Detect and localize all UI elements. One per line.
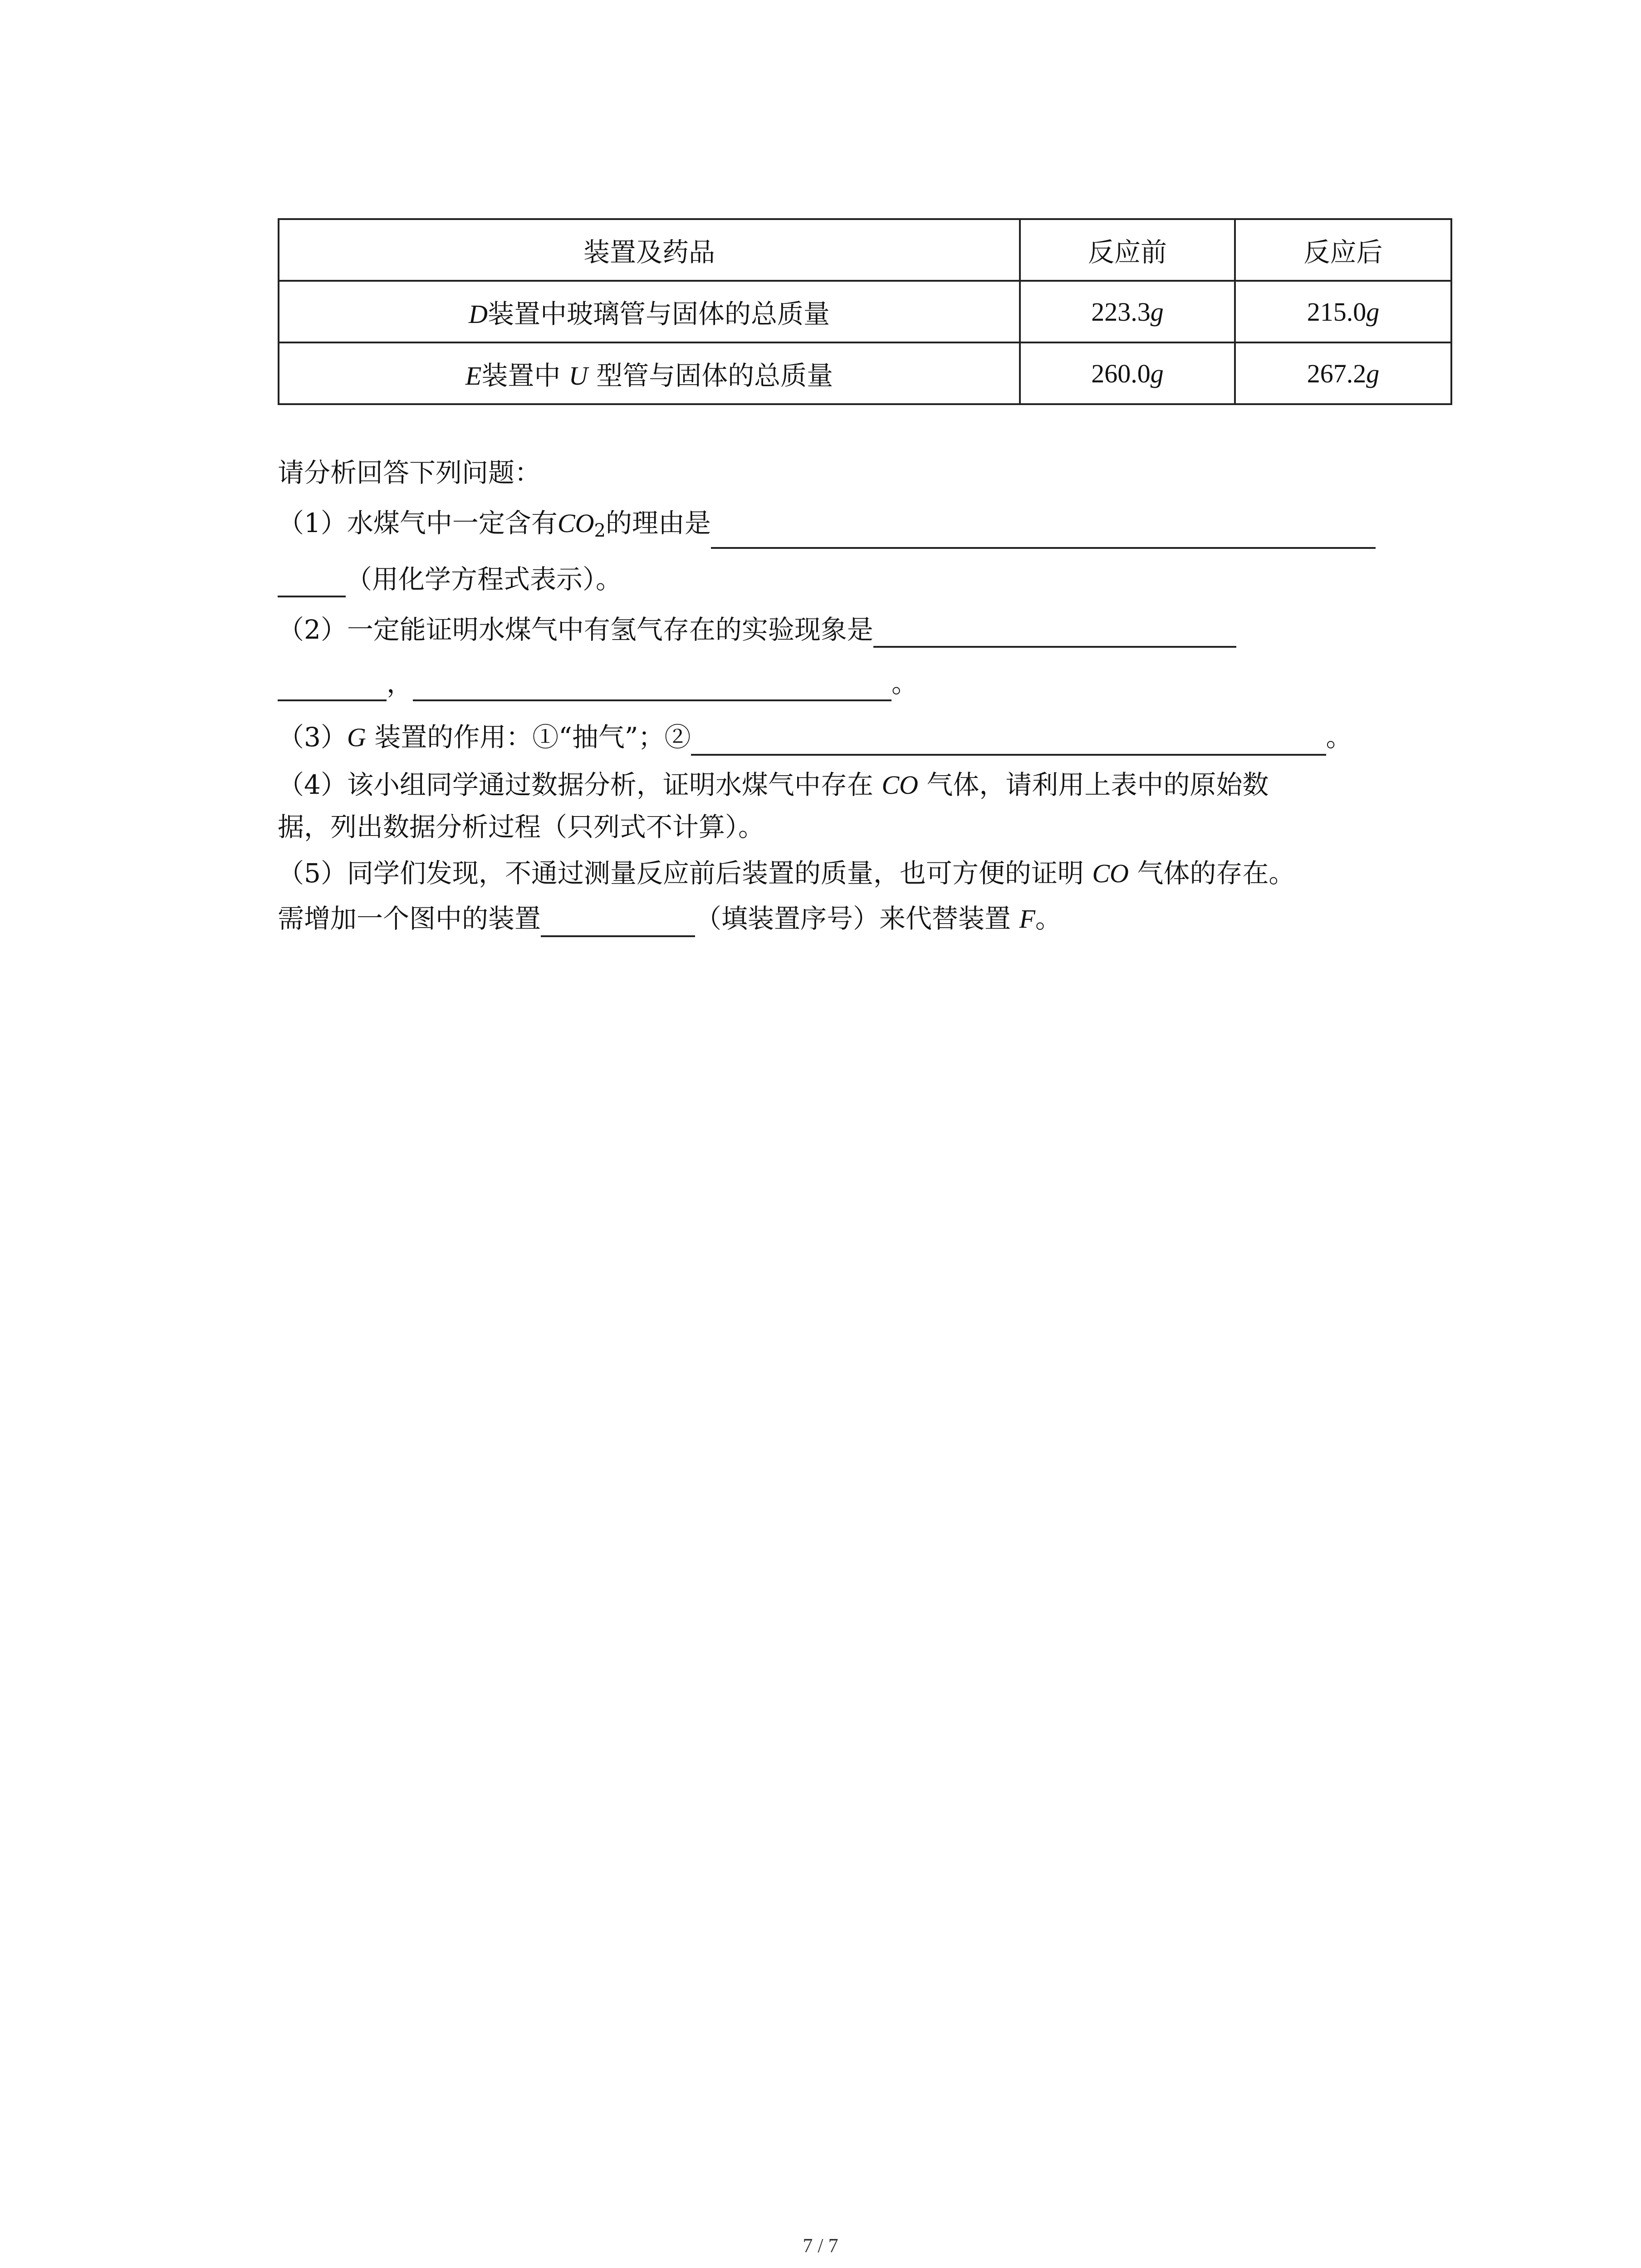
q5-text-b: 气体的存在。	[1128, 858, 1295, 889]
q4-text-b: 气体，请利用上表中的原始数	[918, 769, 1269, 800]
question-2	[278, 611, 1236, 648]
row-e-prefix: E	[465, 361, 482, 391]
q2-end: 。	[892, 668, 918, 699]
header-before: 反应前	[1020, 219, 1235, 281]
row-d-after-value: 215.0	[1307, 297, 1367, 327]
q2-answer-blank-1[interactable]	[873, 616, 1236, 648]
q1-co2: CO	[557, 508, 594, 538]
question-3	[278, 719, 1352, 756]
q1-text-a: （1）水煤气中一定含有	[278, 508, 558, 538]
row-d-prefix: D	[469, 299, 488, 329]
row-d-before	[1020, 281, 1235, 342]
table-row	[279, 342, 1451, 404]
header-apparatus: 装置及药品	[279, 219, 1020, 281]
question-2-cont	[278, 665, 918, 701]
q2-answer-blank-1-cont[interactable]	[278, 670, 387, 701]
q5-end: 。	[1035, 903, 1062, 934]
q5-text-d: （填装置序号）来代替装置	[695, 903, 1019, 934]
q1-text-c: （用化学方程式表示）。	[346, 564, 622, 595]
q5-f: F	[1019, 904, 1035, 934]
questions-intro: 请分析回答下列问题：	[278, 457, 541, 488]
q4-text-a: （4）该小组同学通过数据分析，证明水煤气中存在	[278, 769, 882, 800]
q4-co: CO	[882, 770, 918, 800]
q2-answer-blank-2[interactable]	[413, 670, 892, 701]
q5-text-a: （5）同学们发现，不通过测量反应前后装置的质量，也可方便的证明	[278, 858, 1092, 889]
q2-text-a: （2）一定能证明水煤气中有氢气存在的实验现象是	[278, 614, 873, 645]
question-5-cont	[278, 900, 1062, 937]
question-4-cont: 据，列出数据分析过程（只列式不计算）。	[278, 811, 765, 842]
row-e-label	[279, 342, 1020, 404]
question-1-cont	[278, 561, 622, 597]
row-d-text: 装置中玻璃管与固体的总质量	[487, 298, 830, 329]
unit-g: g	[1366, 297, 1380, 327]
row-e-before-value: 260.0	[1091, 359, 1151, 388]
q1-answer-blank[interactable]	[711, 517, 1376, 549]
q1-subscript: 2	[594, 520, 606, 541]
row-d-label	[279, 281, 1020, 342]
page-number: 7 / 7	[803, 2234, 838, 2257]
q3-text-b: 装置的作用：①“抽气”；②	[366, 722, 691, 753]
row-e-text-b: 型管与固体的总质量	[588, 360, 833, 391]
question-5	[278, 855, 1295, 892]
unit-g: g	[1150, 297, 1164, 327]
unit-g: g	[1366, 359, 1380, 388]
q3-g: G	[347, 723, 366, 752]
q1-answer-blank-cont[interactable]	[278, 566, 346, 597]
row-d-before-value: 223.3	[1091, 297, 1151, 327]
unit-g: g	[1150, 359, 1164, 388]
q3-end: 。	[1326, 722, 1352, 753]
q3-text-a: （3）	[278, 722, 347, 753]
row-e-text-a: 装置中	[481, 360, 569, 391]
q2-comma: ，	[387, 668, 413, 699]
row-e-after-value: 267.2	[1307, 359, 1367, 388]
q5-answer-blank[interactable]	[541, 905, 695, 937]
q3-answer-blank[interactable]	[691, 724, 1326, 756]
q5-co: CO	[1092, 859, 1129, 888]
question-1	[278, 505, 1376, 549]
header-after: 反应后	[1235, 219, 1451, 281]
question-4	[278, 767, 1269, 803]
row-e-before	[1020, 342, 1235, 404]
row-e-u: U	[568, 361, 588, 391]
mass-data-table	[278, 218, 1452, 405]
row-d-after	[1235, 281, 1451, 342]
table-row	[279, 281, 1451, 342]
table-header-row	[279, 219, 1451, 281]
row-e-after	[1235, 342, 1451, 404]
q1-text-b: 的理由是	[605, 508, 711, 538]
q5-text-c: 需增加一个图中的装置	[278, 903, 541, 934]
